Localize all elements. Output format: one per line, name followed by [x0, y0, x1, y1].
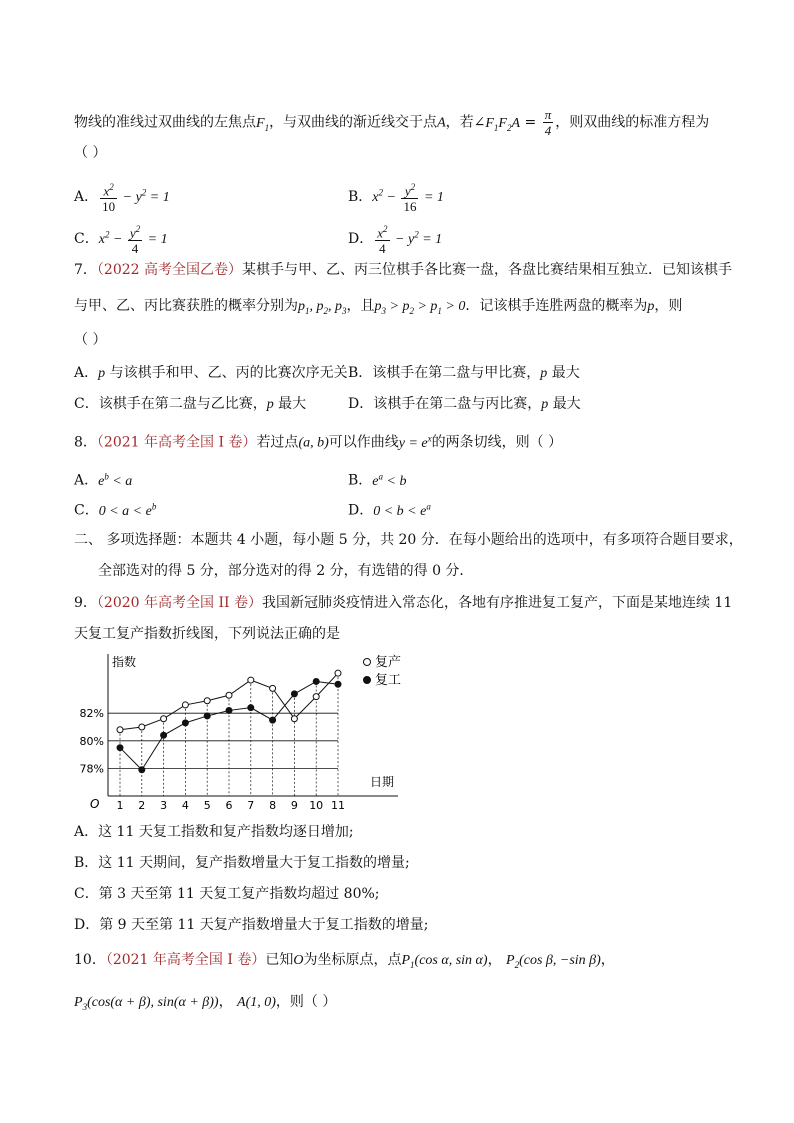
q8-option-b[interactable]: B．$e^a < b$	[348, 471, 407, 489]
data-point	[204, 698, 210, 704]
q6-f1: $F_1$	[256, 115, 270, 133]
q9-option-a[interactable]: A．这 11 天复工指数和复产指数均逐日增加;	[74, 824, 354, 840]
q8-option-c[interactable]: C．$0 < a < e^b$	[74, 501, 157, 519]
q7-option-a[interactable]: A．p 与该棋手和甲、乙、丙的比赛次序无关	[74, 365, 348, 381]
section2-heading-line2: 全部选对的得 5 分，部分选对的得 2 分，有选错的得 0 分．	[98, 563, 474, 579]
q9-source: （2020 年高考全国 II 卷）	[96, 595, 262, 611]
x-tick-label: 11	[331, 799, 345, 810]
legend-marker	[364, 659, 371, 666]
x-tick-label: 2	[138, 799, 146, 810]
section2-heading: 二、 多项选择题：本题共 4 小题，每小题 5 分，共 20 分．在每小题给出的选项中，有多项符合题目要求，	[74, 532, 743, 548]
q6-option-d[interactable]: D． $\frac{x^2}{4}$ − $y^2 = 1$	[348, 224, 443, 257]
x-tick-label: 4	[181, 799, 189, 810]
q7-paren: （ ）	[74, 332, 107, 348]
data-point	[313, 678, 319, 684]
data-point	[182, 720, 188, 726]
y-tick-label: 80%	[80, 734, 104, 748]
q7-option-d[interactable]: D．该棋手在第二盘与丙比赛，p 最大	[348, 396, 581, 412]
origin-label: O	[90, 797, 100, 810]
data-point	[182, 702, 188, 708]
q6-paren: （ ）	[74, 145, 107, 161]
data-point	[248, 705, 254, 711]
x-axis-label: 日期	[370, 775, 395, 789]
q7-stem-line1: 7．（2022 高考全国乙卷）某棋手与甲、乙、丙三位棋手各比赛一盘，各盘比赛结果相互独立．已知该棋手	[74, 262, 733, 278]
data-point	[270, 717, 276, 723]
legend-label: 复产	[375, 655, 402, 670]
q6-stem-line1: 物线的准线过双曲线的左焦点$F_1$，与双曲线的渐近线交于点A，若$\angle F_1F_2A$ = $\frac{\pi}{4}$ ，则双曲线的标准方程为	[74, 107, 710, 138]
data-point	[117, 745, 123, 751]
q8-stem: 8．（2021 年高考全国 I 卷）若过点(a, b)可以作曲线$y = e^x$的两条切线，则（ ）	[74, 433, 563, 451]
data-point	[139, 724, 145, 730]
data-point	[226, 692, 232, 698]
x-tick-label: 9	[290, 799, 298, 810]
q10-stem-line2: $P_3(\cos(\alpha + \beta)$, sin(α + β))， A(1, 0)，则（ ）	[74, 994, 337, 1012]
q6-pointA: A	[437, 115, 446, 131]
data-point	[226, 707, 232, 713]
q8-option-a[interactable]: A．$e^b < a$	[74, 471, 133, 489]
q7-stem-line2: 与甲、乙、丙比赛获胜的概率分别为$p_1$, $p_2$, $p_3$，且$p_3 > p_2 > p_1 > 0$．记该棋手连胜两盘的概率为p，则	[74, 298, 683, 316]
q6-angle-fraction: $\frac{\pi}{4}$	[544, 107, 552, 138]
data-point	[248, 677, 254, 683]
data-point	[291, 716, 297, 722]
x-tick-label: 10	[309, 799, 324, 810]
y-tick-label: 82%	[80, 707, 104, 721]
x-tick-label: 7	[247, 799, 255, 810]
x-tick-label: 1	[116, 799, 124, 810]
series-line-0	[120, 673, 338, 730]
q8-option-d[interactable]: D．$0 < b < e^a$	[348, 501, 431, 519]
q10-source: （2021 年高考全国 I 卷）	[105, 952, 266, 968]
y-axis-label: 指数	[112, 655, 137, 669]
data-point	[291, 691, 297, 697]
data-point	[270, 685, 276, 691]
x-tick-label: 5	[203, 799, 211, 810]
data-point	[335, 670, 341, 676]
q6-option-c[interactable]: C．$x^2$ − $\frac{y^2}{4}$ = 1	[74, 224, 168, 257]
q9-option-c[interactable]: C．第 3 天至第 11 天复工复产指数均超过 80%;	[74, 886, 380, 902]
legend-label: 复工	[375, 673, 402, 688]
y-tick-label: 78%	[80, 762, 104, 776]
q7-source: （2022 高考全国乙卷）	[96, 262, 243, 278]
legend-marker	[364, 677, 371, 684]
data-point	[139, 767, 145, 773]
q9-option-b[interactable]: B．这 11 天期间，复产指数增量大于复工指数的增量;	[74, 855, 410, 871]
q9-option-d[interactable]: D．第 9 天至第 11 天复产指数增量大于复工指数的增量;	[74, 917, 429, 933]
data-point	[204, 713, 210, 719]
q9-line-chart	[80, 650, 420, 810]
data-point	[161, 716, 167, 722]
x-tick-label: 6	[225, 799, 233, 810]
q7-option-c[interactable]: C．该棋手在第二盘与乙比赛，p 最大	[74, 396, 307, 412]
q6-option-b[interactable]: B．$x^2$ − $\frac{y^2}{16}$ = 1	[348, 182, 444, 215]
q8-source: （2021 年高考全国 I 卷）	[96, 434, 257, 451]
q10-stem-line1: 10．（2021 年高考全国 I 卷）已知O为坐标原点，点$P_1(\cos$ α, sin α)， $P_2(\cos$ β, −sin β)，	[74, 952, 615, 970]
q7-option-b[interactable]: B．该棋手在第二盘与甲比赛，p 最大	[348, 365, 580, 381]
data-point	[313, 694, 319, 700]
q9-stem-line1: 9．（2020 年高考全国 II 卷）我国新冠肺炎疫情进入常态化，各地有序推进复工复产，下面是某地连续 11	[74, 595, 733, 611]
q9-stem-line2: 天复工复产指数折线图，下列说法正确的是	[74, 626, 340, 642]
q6-angle: $F_1F_2A$	[485, 115, 521, 133]
data-point	[117, 727, 123, 733]
q6-option-a[interactable]: A． $\frac{x^2}{10}$ − $y^2 = 1$	[74, 182, 170, 215]
data-point	[161, 732, 167, 738]
x-tick-label: 3	[160, 799, 168, 810]
data-point	[335, 681, 341, 687]
x-tick-label: 8	[269, 799, 277, 810]
